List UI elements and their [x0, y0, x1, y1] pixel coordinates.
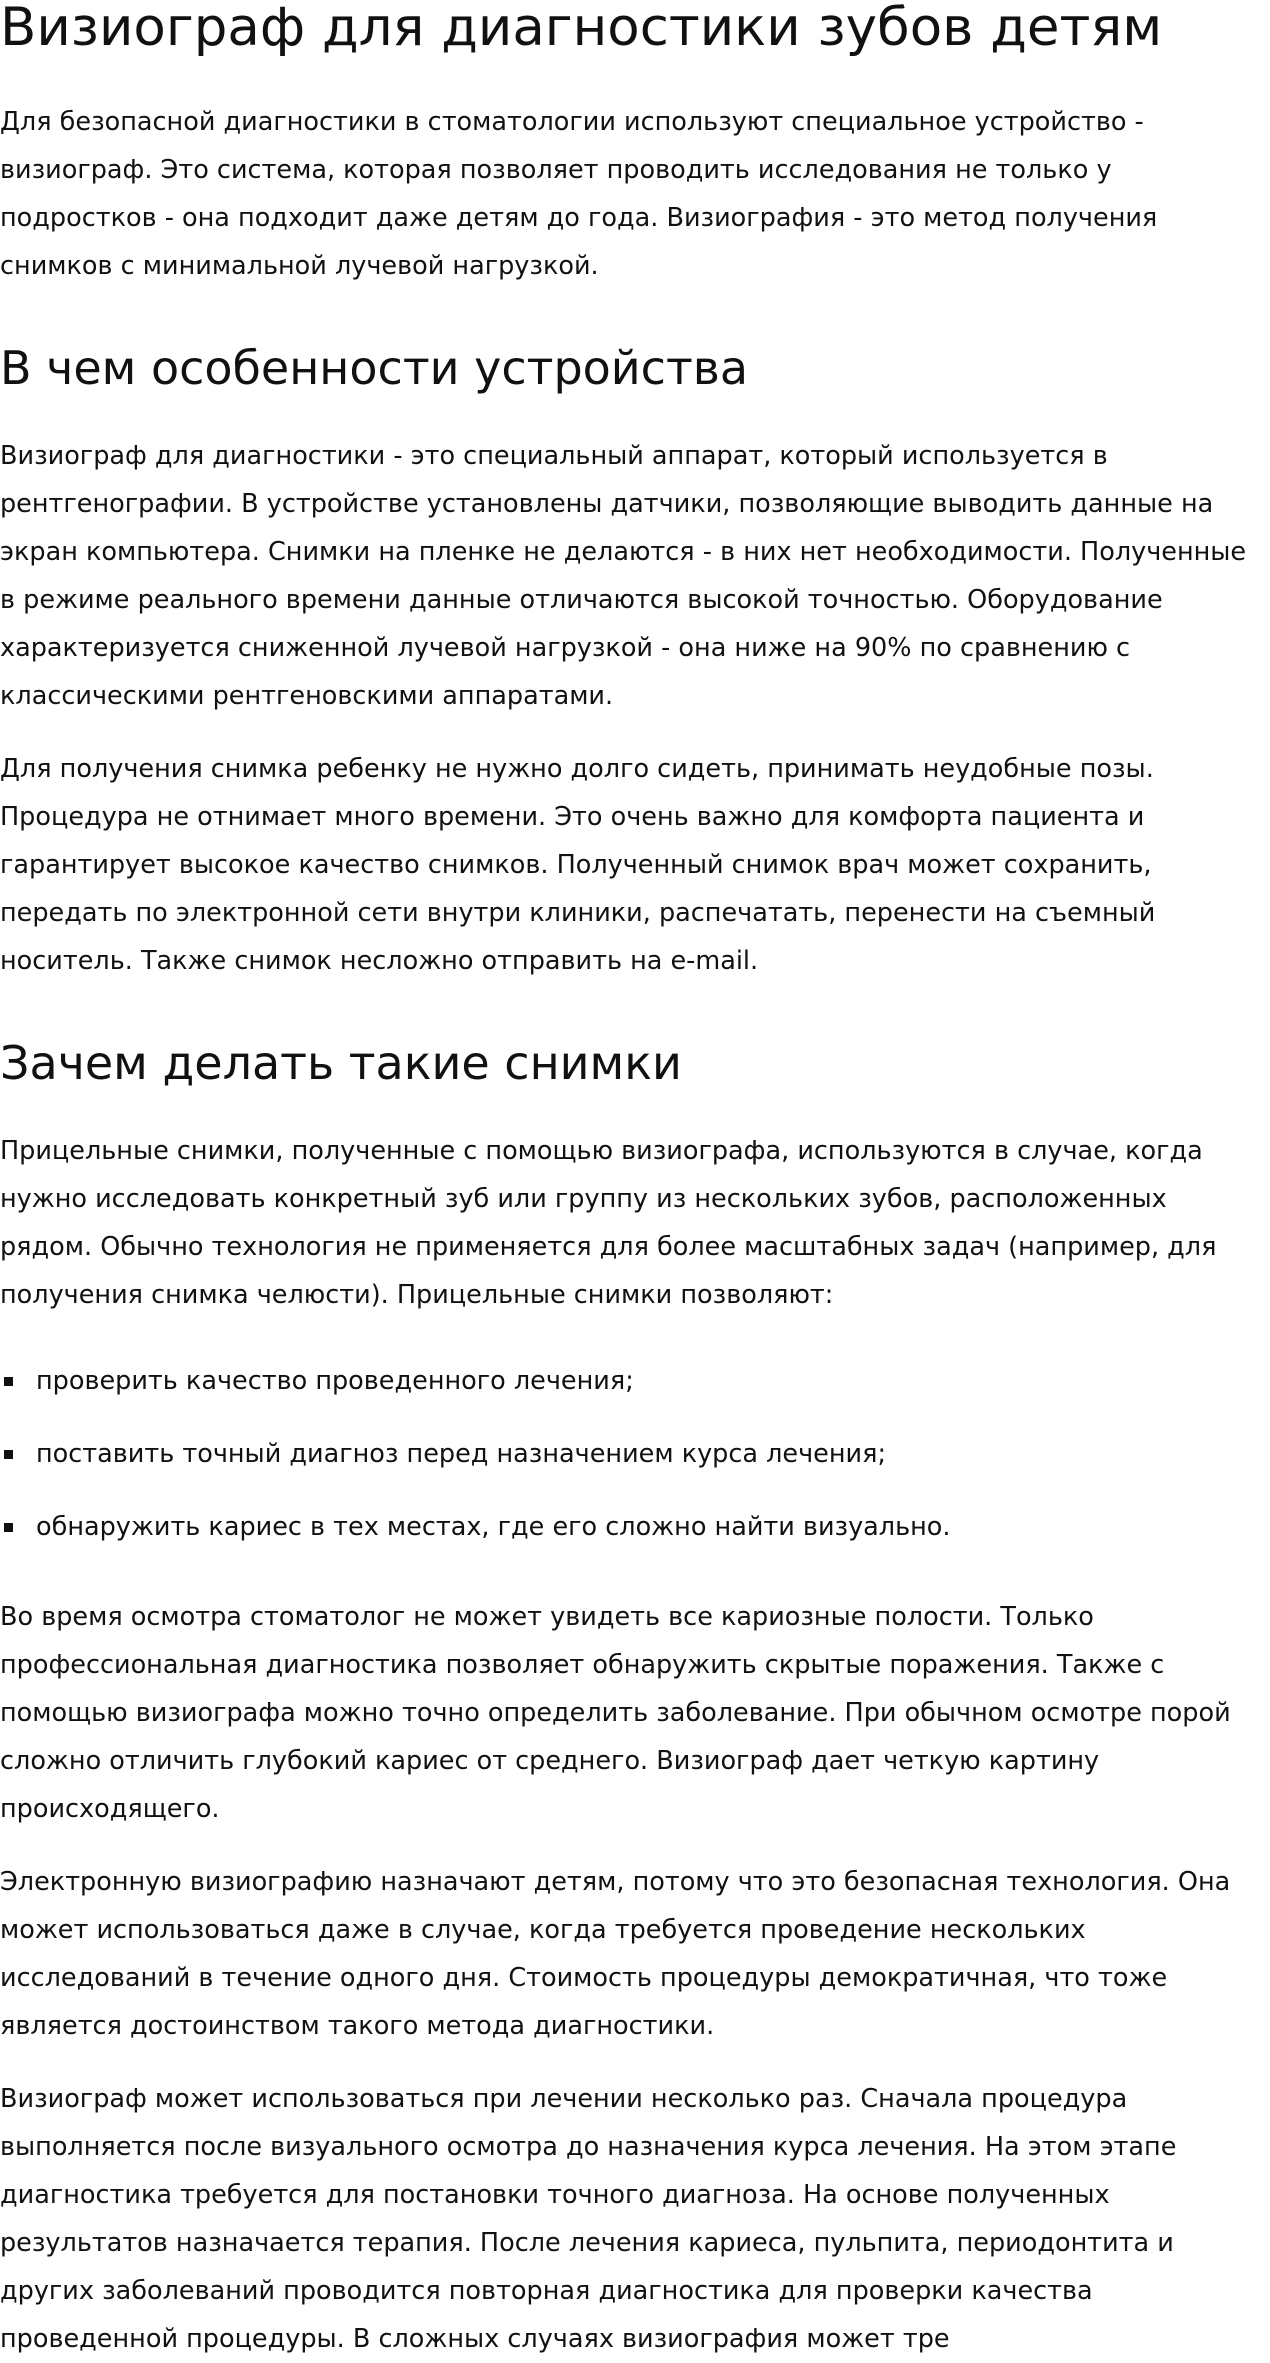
why-paragraph-1: Во время осмотра стоматолог не может увидеть все кариозные полости. Только профессиональная диагностика позволяет обнаружить скрытые поражения. Также с помощью визиографа можно точно определить заболевание. При обычном осмотре порой сложно отличить глубокий кариес от среднего. Визиограф дает четкую картину происходящего. — [0, 1602, 1231, 1824]
features-paragraph-2: Для получения снимка ребенку не нужно долго сидеть, принимать неудобные позы. Процедура не отнимает много времени. Это очень важно для комфорта пациента и гарантирует высокое качество снимков. Полученный снимок врач может сохранить, передать по электронной сети внутри клиники, распечатать, перенести на съемный носитель. Также снимок несложно отправить на e-mail. — [0, 754, 1156, 976]
section-heading-why: Зачем делать такие снимки — [0, 1036, 682, 1090]
page-title: Визиограф для диагностики зубов детям — [0, 0, 1163, 58]
list-item-text: обнаружить кариес в тех местах, где его сложно найти визуально. — [36, 1512, 951, 1542]
list-item-text: проверить качество проведенного лечения; — [36, 1366, 634, 1396]
features-paragraph-1: Визиограф для диагностики - это специальный аппарат, который используется в рентгенографии. В устройстве установлены датчики, позволяющие выводить данные на экран компьютера. Снимки на пленке не делаются - в них нет необходимости. Полученные в режиме реального времени данные отличаются высокой точностью. Оборудование характеризуется сниженной лучевой нагрузкой - она ниже на 90% по сравнению с классическими рентгеновскими аппаратами. — [0, 441, 1247, 711]
list-item — [0, 1357, 1262, 1405]
square-bullet-icon — [4, 1377, 13, 1386]
square-bullet-icon — [4, 1523, 13, 1532]
list-item-text: поставить точный диагноз перед назначением курса лечения; — [36, 1439, 887, 1469]
why-intro-paragraph: Прицельные снимки, полученные с помощью визиографа, используются в случае, когда нужно исследовать конкретный зуб или группу из нескольких зубов, расположенных рядом. Обычно технология не применяется для более масштабных задач (например, для получения снимка челюсти). Прицельные снимки позволяют: — [0, 1136, 1217, 1310]
intro-paragraph: Для безопасной диагностики в стоматологии используют специальное устройство - визиограф. Это система, которая позволяет проводить исследования не только у подростков - она подходит даже детям до года. Визиография - это метод получения снимков с минимальной лучевой нагрузкой. — [0, 107, 1158, 281]
list-item — [0, 1503, 1262, 1551]
why-paragraph-2: Электронную визиографию назначают детям, потому что это безопасная технология. Она может использоваться даже в случае, когда требуется проведение нескольких исследований в течение одного дня. Стоимость процедуры демократичная, что тоже является достоинством такого метода диагностики. — [0, 1867, 1231, 2041]
section-heading-features: В чем особенности устройства — [0, 341, 749, 395]
list-item — [0, 1430, 1262, 1478]
why-paragraph-3: Визиограф может использоваться при лечении несколько раз. Сначала процедура выполняется после визуального осмотра до назначения курса лечения. На этом этапе диагностика требуется для постановки точного диагноза. На основе полученных результатов назначается терапия. После лечения кариеса, пульпита, периодонтита и других заболеваний проводится повторная диагностика для проверки качества проведенной процедуры. В сложных случаях визиография может тре — [0, 2084, 1177, 2354]
square-bullet-icon — [4, 1450, 13, 1459]
benefits-list — [0, 1357, 1262, 1551]
